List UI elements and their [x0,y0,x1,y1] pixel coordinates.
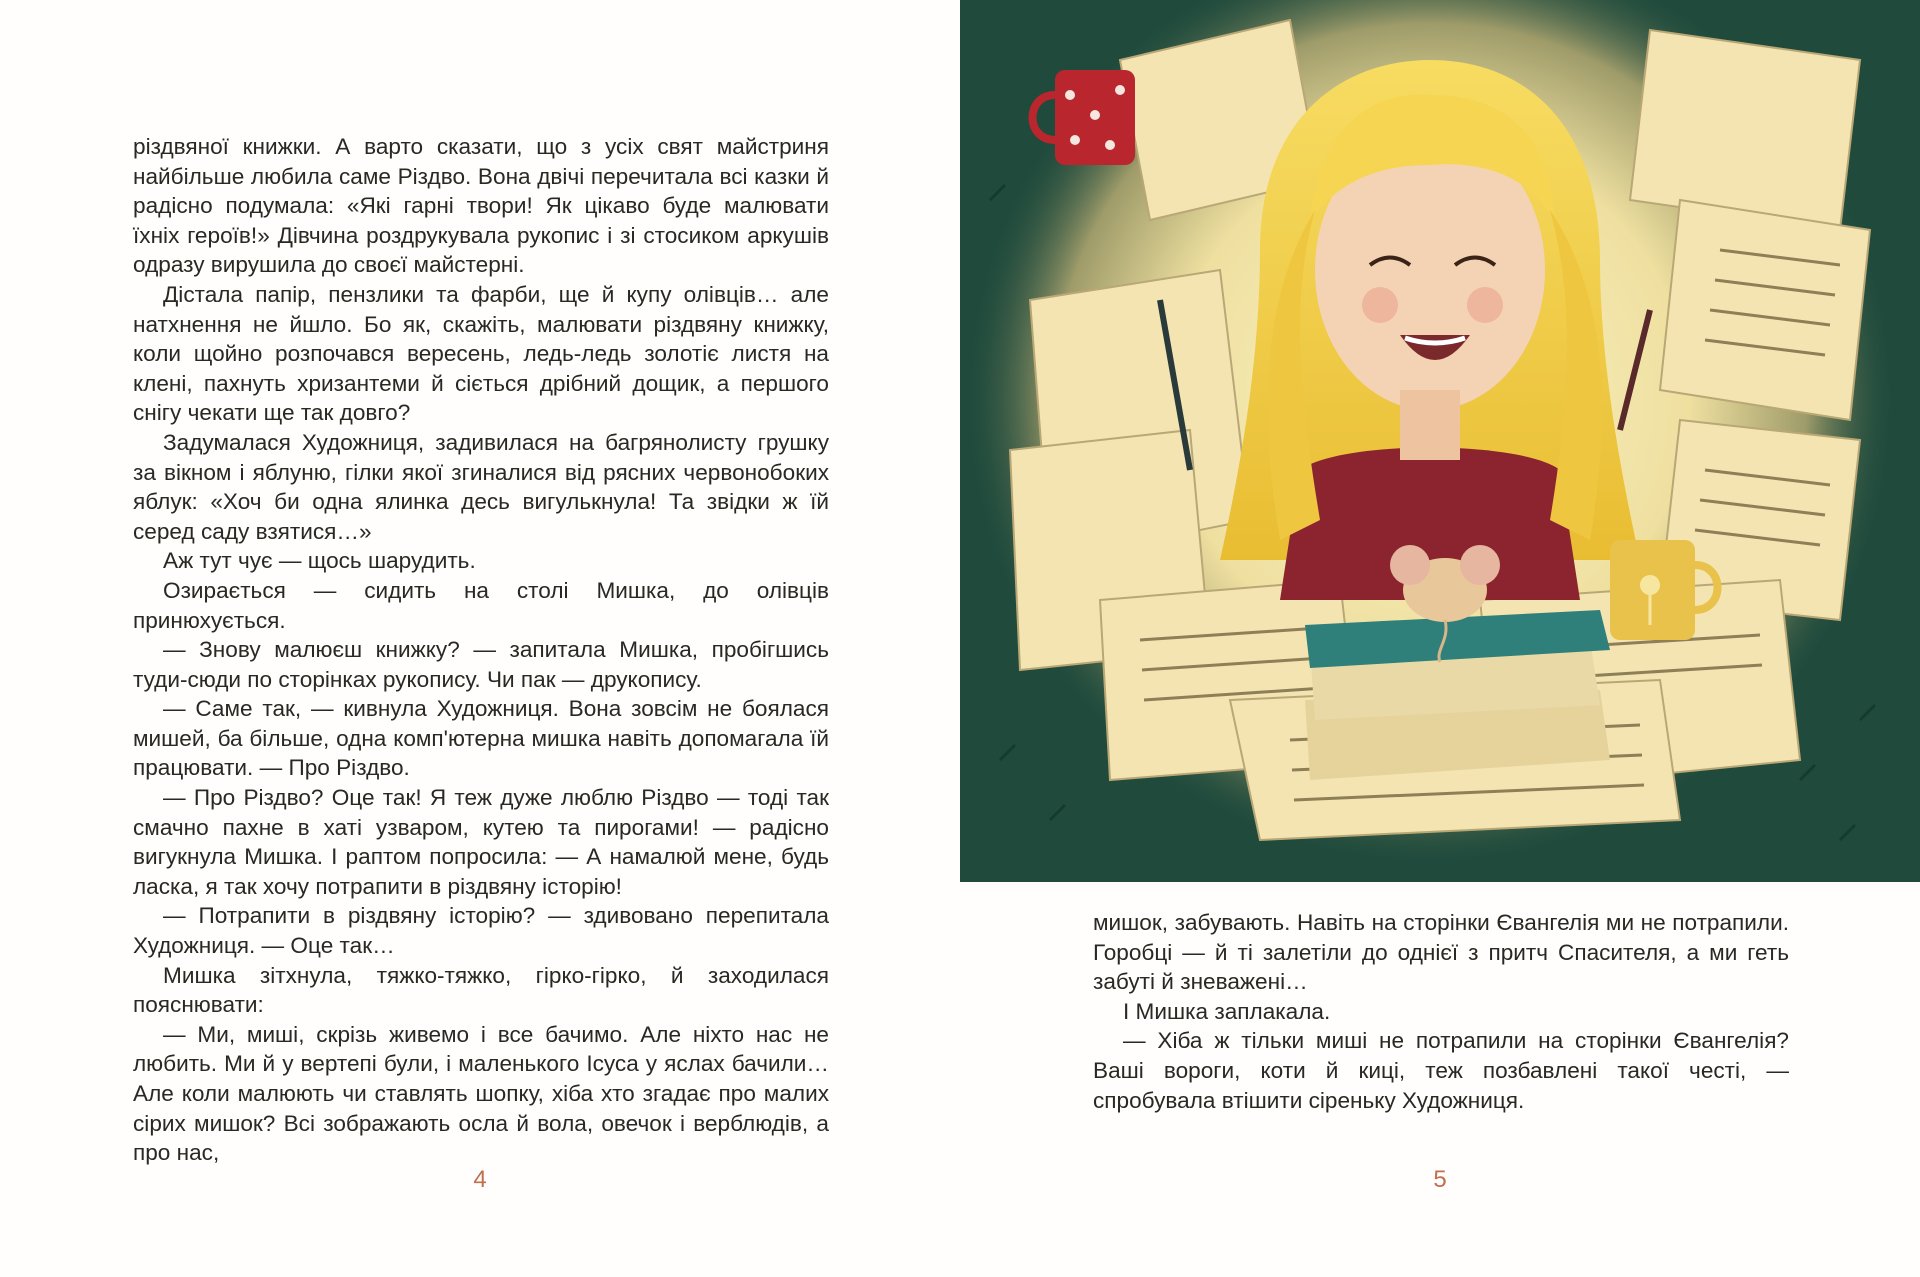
paragraph: Задумалася Художниця, задивилася на багрянолисту грушку за вікном і яблуню, гілки якої згиналися від рясних червонобоких яблук: «Хоч би одна ялинка десь вигулькнула! Та звідки ж їй серед саду взятися…» [133,429,829,544]
paragraph: — Ми, миші, скрізь живемо і все бачимо. Але ніхто нас не любить. Ми й у вертепі були, і маленького Ісуса у яслах бачили… Але коли малюють чи ставлять шопку, хіба хто згадає про малих сірих мишок? Всі зображають осла й вола, овечок і верблюдів, а про нас, [133,1021,829,1166]
paragraph: — Потрапити в різдвяну історію? — здивовано перепитала Художниця. — Оце так… [133,903,829,959]
right-page-text [1093,908,1789,1115]
book-stack [1305,610,1610,780]
paragraph: — Знову малюєш книжку? — запитала Мишка, пробігшись туди-сюди по сторінках рукопису. Чи пак — друкопису. [133,637,829,692]
paragraph: мишок, забувають. Навіть на сторінки Євангелія ми не потрапили. Горобці — й ті залетіли до однієї з притч Спасителя, а ми геть забуті й зневажені… [1093,910,1789,995]
paragraph: — Про Різдво? Оце так! Я теж дуже люблю Різдво — тоді так смачно пахне в хаті узваром, кутею та пирогами! — радісно вигукнула Мишка. І раптом попросила: — А намалюй мене, будь ласка, я так хочу потрапити в різдвяну історію! [133,785,829,899]
paragraph: Мишка зітхнула, тяжко-тяжко, гірко-гірко, й заходилася пояснювати: [133,962,829,1018]
right-page [960,0,1920,1277]
illustration-girl-with-mouse [960,0,1920,882]
page-number-right: 5 [1433,1166,1447,1193]
page-number-left: 4 [473,1166,487,1193]
illustration-svg [960,0,1920,882]
right-cheek [1467,287,1503,323]
paragraph: — Хіба ж тільки миші не потрапили на сторінки Євангелія? Ваші вороги, коти й киці, теж позбавлені такої честі, — спробувала втішити сіреньку Художниця. [1093,1028,1789,1113]
paragraph: Дістала папір, пензлики та фарби, ще й купу олівців… але натхнення не йшло. Бо як, скажіть, малювати різдвяну книжку, коли щойно розпочався вересень, ледь-ледь золотіє листя на клені, пахнуть хризантеми й сіється дрібний дощик, а першого снігу чекати ще так довго? [133,281,829,426]
left-cheek [1362,287,1398,323]
paragraph: Озирається — сидить на столі Мишка, до олівців принюхується. [133,577,829,633]
neck [1400,390,1460,460]
paragraph: — Саме так, — кивнула Художниця. Вона зовсім не боялася мишей, ба більше, одна комп'ютерна мишка навіть допомагала їй працювати. — Про Різдво. [133,696,829,781]
paragraph: Аж тут чує — щось шарудить. [163,548,476,574]
left-page-text [133,132,829,1168]
paragraph: різдвяної книжки. А варто сказати, що з усіх свят майстриня найбільше любила саме Різдво. Вона двічі перечитала всі казки й радісно подумала: «Які гарні твори! Як цікаво буде малювати їхніх героїв!» Дівчина роздрукувала рукопис і зі стосиком аркушів одразу вирушила до своєї майстерні. [133,134,829,278]
paragraph: І Мишка заплакала. [1123,998,1331,1024]
